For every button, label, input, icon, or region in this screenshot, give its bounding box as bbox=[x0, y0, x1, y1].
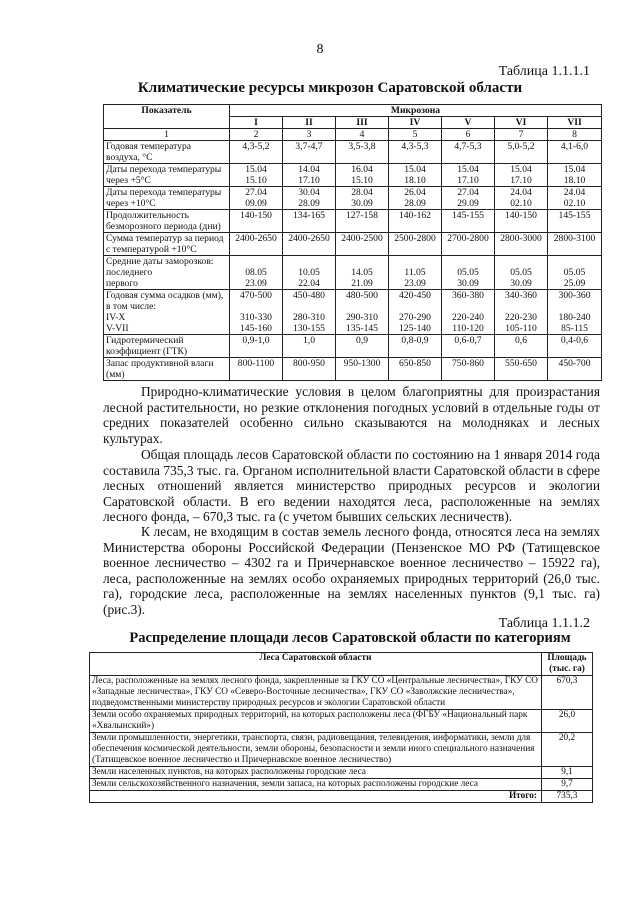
header-microzone: Микрозона bbox=[230, 105, 602, 117]
row-label: Продолжительность безморозного периода (дни) bbox=[104, 210, 230, 233]
row-label: Гидротермический коэффициент (ГТК) bbox=[104, 335, 230, 358]
cell-value: 300-360 180-240 85-115 bbox=[548, 290, 602, 335]
cell-value: 4,3-5,3 bbox=[389, 141, 442, 164]
area-value: 26,0 bbox=[542, 710, 593, 733]
column-number: 4 bbox=[336, 129, 389, 141]
cell-value: 360-380 220-240 110-120 bbox=[442, 290, 495, 335]
cell-value: 2500-2800 bbox=[389, 233, 442, 256]
cell-value: 3,7-4,7 bbox=[283, 141, 336, 164]
cell-value: 2700-2800 bbox=[442, 233, 495, 256]
cell-value: 1,0 bbox=[283, 335, 336, 358]
cell-value: 4,1-6,0 bbox=[548, 141, 602, 164]
cell-value: 470-500 310-330 145-160 bbox=[230, 290, 283, 335]
category-label: Земли населенных пунктов, на которых расположены городские леса bbox=[90, 767, 542, 779]
area-value: 9,1 bbox=[542, 767, 593, 779]
cell-value: 140-162 bbox=[389, 210, 442, 233]
cell-value: 0,6 bbox=[495, 335, 548, 358]
category-label: Леса, расположенные на землях лесного фонда, закрепленные за ГКУ СО «Центральные лесничества», ГКУ СО «Западные лесничества», ГКУ СО «Северо-Восточные лесничества», ГКУ СО «Заволжские лесничества», подведомственными министерству природных ресурсов и экологии Саратовской области bbox=[90, 676, 542, 710]
row-label: Запас продуктивной влаги (мм) bbox=[104, 358, 230, 381]
table-row bbox=[90, 767, 593, 779]
cell-value: 27.04 29.09 bbox=[442, 187, 495, 210]
header-area: Площадь (тыс. га) bbox=[542, 653, 593, 676]
category-label: Земли особо охраняемых природных территорий, на которых расположены леса (ФГБУ «Национальный парк «Хвалынский») bbox=[90, 710, 542, 733]
table-row bbox=[104, 290, 602, 335]
category-label: Земли промышленности, энергетики, транспорта, связи, радиовещания, телевидения, информатики, земли для обеспечения космической деятельности, земли обороны, безопасности и земли иного специального назначения (Татищевское военное лесничество и Причернавское военное лесничество) bbox=[90, 733, 542, 767]
cell-value: 2400-2650 bbox=[283, 233, 336, 256]
cell-value: 2400-2650 bbox=[230, 233, 283, 256]
cell-value: 450-480 280-310 130-155 bbox=[283, 290, 336, 335]
cell-value: 15.04 17.10 bbox=[495, 164, 548, 187]
paragraph-3 bbox=[103, 524, 600, 617]
cell-value: 05.05 25.09 bbox=[548, 256, 602, 290]
cell-value: 10.05 22.04 bbox=[283, 256, 336, 290]
table-row bbox=[90, 779, 593, 791]
cell-value: 11.05 23.09 bbox=[389, 256, 442, 290]
cell-value: 15.04 18.10 bbox=[548, 164, 602, 187]
paragraph-1-text: Природно-климатические условия в целом благоприятны для произрастания лесной растительности, но резкие отклонения погодных условий в отдельные годы от средних показателей особенно сильно сказываются на молодняках и лесных культурах. bbox=[103, 384, 600, 446]
cell-value: 0,6-0,7 bbox=[442, 335, 495, 358]
table-row bbox=[104, 233, 602, 256]
cell-value: 420-450 270-290 125-140 bbox=[389, 290, 442, 335]
zone-header: VII bbox=[548, 117, 602, 129]
zone-header: III bbox=[336, 117, 389, 129]
cell-value: 26.04 28.09 bbox=[389, 187, 442, 210]
paragraph-1 bbox=[103, 384, 600, 446]
cell-value: 0,9 bbox=[336, 335, 389, 358]
cell-value: 14.04 17.10 bbox=[283, 164, 336, 187]
header-forests: Леса Саратовской области bbox=[90, 653, 542, 676]
cell-value: 950-1300 bbox=[336, 358, 389, 381]
zone-header: V bbox=[442, 117, 495, 129]
cell-value: 2800-3100 bbox=[548, 233, 602, 256]
cell-value: 0,8-0,9 bbox=[389, 335, 442, 358]
page-number: 8 bbox=[316, 42, 324, 57]
column-number: 2 bbox=[230, 129, 283, 141]
table-row bbox=[90, 676, 593, 710]
table-2-label: Таблица 1.1.1.2 bbox=[498, 616, 590, 631]
cell-value: 05.05 30.09 bbox=[442, 256, 495, 290]
row-label: Даты перехода температуры через +10°С bbox=[104, 187, 230, 210]
column-number: 3 bbox=[283, 129, 336, 141]
paragraph-2 bbox=[103, 447, 600, 525]
table-row bbox=[104, 141, 602, 164]
column-number: 8 bbox=[548, 129, 602, 141]
cell-value: 140-150 bbox=[230, 210, 283, 233]
table-row bbox=[90, 710, 593, 733]
cell-value: 4,7-5,3 bbox=[442, 141, 495, 164]
table-row bbox=[104, 164, 602, 187]
cell-value: 5,0-5,2 bbox=[495, 141, 548, 164]
cell-value: 650-850 bbox=[389, 358, 442, 381]
cell-value: 24.04 02.10 bbox=[548, 187, 602, 210]
cell-value: 15.04 18.10 bbox=[389, 164, 442, 187]
cell-value: 800-1100 bbox=[230, 358, 283, 381]
paragraph-2-text: Общая площадь лесов Саратовской области по состоянию на 1 января 2014 года составила 735,3 тыс. га. Органом исполнительной власти Саратовской области в сфере лесных отношений является министерство природных ресурсов и экологии Саратовской области. В его ведении находятся леса, расположенные на землях лесного фонда, – 670,3 тыс. га (с учетом бывших сельских лесничеств). bbox=[103, 447, 600, 524]
cell-value: 134-165 bbox=[283, 210, 336, 233]
category-label: Земли сельскохозяйственного назначения, земли запаса, на которых расположены городские леса bbox=[90, 779, 542, 791]
cell-value: 750-860 bbox=[442, 358, 495, 381]
zone-header: II bbox=[283, 117, 336, 129]
zone-header: VI bbox=[495, 117, 548, 129]
area-value: 20,2 bbox=[542, 733, 593, 767]
cell-value: 16.04 15.10 bbox=[336, 164, 389, 187]
forest-area-table bbox=[89, 652, 593, 803]
table-row bbox=[104, 187, 602, 210]
cell-value: 2800-3000 bbox=[495, 233, 548, 256]
area-value: 9,7 bbox=[542, 779, 593, 791]
cell-value: 05.05 30.09 bbox=[495, 256, 548, 290]
cell-value: 0,4-0,6 bbox=[548, 335, 602, 358]
cell-value: 15.04 17.10 bbox=[442, 164, 495, 187]
column-number: 7 bbox=[495, 129, 548, 141]
cell-value: 450-700 bbox=[548, 358, 602, 381]
row-label: Годовая сумма осадков (мм), в том числе: IV-X V-VII bbox=[104, 290, 230, 335]
row-label: Годовая температура воздуха, °С bbox=[104, 141, 230, 164]
cell-value: 15.04 15.10 bbox=[230, 164, 283, 187]
zone-header: I bbox=[230, 117, 283, 129]
cell-value: 127-158 bbox=[336, 210, 389, 233]
cell-value: 340-360 220-230 105-110 bbox=[495, 290, 548, 335]
cell-value: 140-150 bbox=[495, 210, 548, 233]
cell-value: 30.04 28.09 bbox=[283, 187, 336, 210]
cell-value: 3,5-3,8 bbox=[336, 141, 389, 164]
cell-value: 480-500 290-310 135-145 bbox=[336, 290, 389, 335]
cell-value: 4,3-5,2 bbox=[230, 141, 283, 164]
table-row bbox=[104, 256, 602, 290]
cell-value: 145-155 bbox=[442, 210, 495, 233]
column-number: 5 bbox=[389, 129, 442, 141]
cell-value: 27.04 09.09 bbox=[230, 187, 283, 210]
column-number: 1 bbox=[104, 129, 230, 141]
area-value: 670,3 bbox=[542, 676, 593, 710]
row-label: Средние даты заморозков: последнего первого bbox=[104, 256, 230, 290]
cell-value: 0,9-1,0 bbox=[230, 335, 283, 358]
total-row bbox=[90, 791, 593, 803]
table-row bbox=[90, 733, 593, 767]
row-label: Даты перехода температуры через +5°С bbox=[104, 164, 230, 187]
zone-header: IV bbox=[389, 117, 442, 129]
climate-resources-table bbox=[103, 104, 602, 381]
table-row bbox=[104, 335, 602, 358]
table-row bbox=[104, 210, 602, 233]
paragraph-3-text: К лесам, не входящим в состав земель лесного фонда, относятся леса на землях Министерства обороны Российской Федерации (Пензенское МО РФ (Татищевское военное лесничество – 4302 га и Причернавское военное лесничество – 15922 га), леса, расположенные на землях особо охраняемых природных территорий (26,0 тыс. га), городские леса, расположенные на землях населенных пунктов (9,1 тыс. га) (рис.3). bbox=[103, 524, 600, 617]
header-indicator: Показатель bbox=[104, 105, 230, 129]
cell-value: 2400-2500 bbox=[336, 233, 389, 256]
row-label: Сумма температур за период с температурой +10°С bbox=[104, 233, 230, 256]
total-value: 735,3 bbox=[542, 791, 593, 803]
cell-value: 550-650 bbox=[495, 358, 548, 381]
table-row bbox=[104, 358, 602, 381]
cell-value: 08.05 23.09 bbox=[230, 256, 283, 290]
cell-value: 800-950 bbox=[283, 358, 336, 381]
table-2-title: Распределение площади лесов Саратовской области по категориям bbox=[129, 630, 571, 646]
cell-value: 14.05 21.09 bbox=[336, 256, 389, 290]
total-label: Итого: bbox=[90, 791, 542, 803]
cell-value: 24.04 02.10 bbox=[495, 187, 548, 210]
cell-value: 145-155 bbox=[548, 210, 602, 233]
table-1-title: Климатические ресурсы микрозон Саратовской области bbox=[137, 80, 523, 96]
cell-value: 28.04 30.09 bbox=[336, 187, 389, 210]
table-1-label: Таблица 1.1.1.1 bbox=[498, 64, 590, 79]
column-number: 6 bbox=[442, 129, 495, 141]
